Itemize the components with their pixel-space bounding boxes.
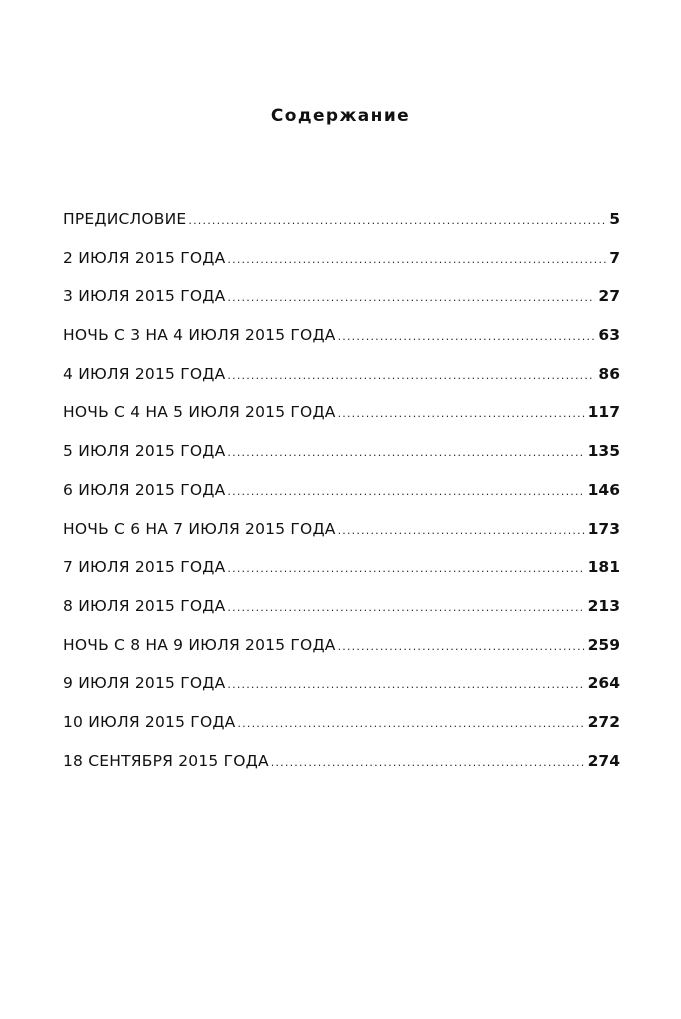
toc-entry [63,207,620,246]
toc-entry-page: 117 [587,403,620,422]
toc-entry-label: 5 ИЮЛЯ 2015 ГОДА [63,442,226,461]
toc-entry [63,478,620,517]
dot-leader [227,441,584,465]
dot-leader [227,248,606,272]
toc-entry-page: 213 [587,596,620,615]
toc-entry [63,284,620,323]
toc-entry-page: 27 [598,287,620,306]
toc-entry [63,555,620,594]
toc-entry-label: 6 ИЮЛЯ 2015 ГОДА [63,480,226,499]
page-title: Содержание [270,106,411,126]
toc-entry [63,517,620,556]
toc-entry-label: 3 ИЮЛЯ 2015 ГОДА [63,287,226,306]
toc-entry-label: НОЧЬ С 6 НА 7 ИЮЛЯ 2015 ГОДА [63,519,336,538]
toc-entry-label: 9 ИЮЛЯ 2015 ГОДА [63,674,226,693]
toc-entry-page: 86 [598,364,620,383]
dot-leader [338,325,596,349]
toc-entry-label: 18 СЕНТЯБРЯ 2015 ГОДА [63,751,269,770]
toc-entry-page: 181 [587,558,620,577]
toc-entry [63,594,620,633]
dot-leader [227,364,595,388]
toc-entry [63,246,620,285]
toc-entry-label: 7 ИЮЛЯ 2015 ГОДА [63,558,226,577]
toc-entry-label: НОЧЬ С 4 НА 5 ИЮЛЯ 2015 ГОДА [63,403,336,422]
toc-entry-page: 135 [587,442,620,461]
dot-leader [188,209,606,233]
toc-entry-page: 146 [587,480,620,499]
toc-entry [63,671,620,710]
dot-leader [227,480,584,504]
dot-leader [237,712,584,736]
toc-entry-label: 2 ИЮЛЯ 2015 ГОДА [63,248,226,267]
toc-entry [63,323,620,362]
dot-leader [338,402,585,426]
dot-leader [227,557,584,581]
dot-leader [227,596,584,620]
toc-entry [63,633,620,672]
toc-entry-page: 63 [598,326,620,345]
toc-entry-label: НОЧЬ С 8 НА 9 ИЮЛЯ 2015 ГОДА [63,635,336,654]
toc-entry-page: 274 [587,751,620,770]
toc-entry [63,362,620,401]
dot-leader [227,673,584,697]
toc-entry-page: 173 [587,519,620,538]
toc-entry-label: 8 ИЮЛЯ 2015 ГОДА [63,596,226,615]
toc-entry-label: 10 ИЮЛЯ 2015 ГОДА [63,712,236,731]
toc-entry-label: ПРЕДИСЛОВИЕ [63,210,187,228]
toc-entry-label: 4 ИЮЛЯ 2015 ГОДА [63,364,226,383]
toc-entry-page: 7 [609,248,620,267]
dot-leader [271,751,585,775]
toc-entry-page: 259 [587,635,620,654]
toc-entry [63,710,620,749]
dot-leader [227,286,595,310]
toc-entry-label: НОЧЬ С 3 НА 4 ИЮЛЯ 2015 ГОДА [63,326,336,345]
dot-leader [338,519,585,543]
toc-entry-page: 5 [609,210,620,228]
dot-leader [338,635,585,659]
toc-entry-page: 272 [587,712,620,731]
toc-entry [63,400,620,439]
toc-entry-page: 264 [587,674,620,693]
toc-entry [63,749,620,788]
table-of-contents [63,207,620,787]
toc-entry [63,439,620,478]
